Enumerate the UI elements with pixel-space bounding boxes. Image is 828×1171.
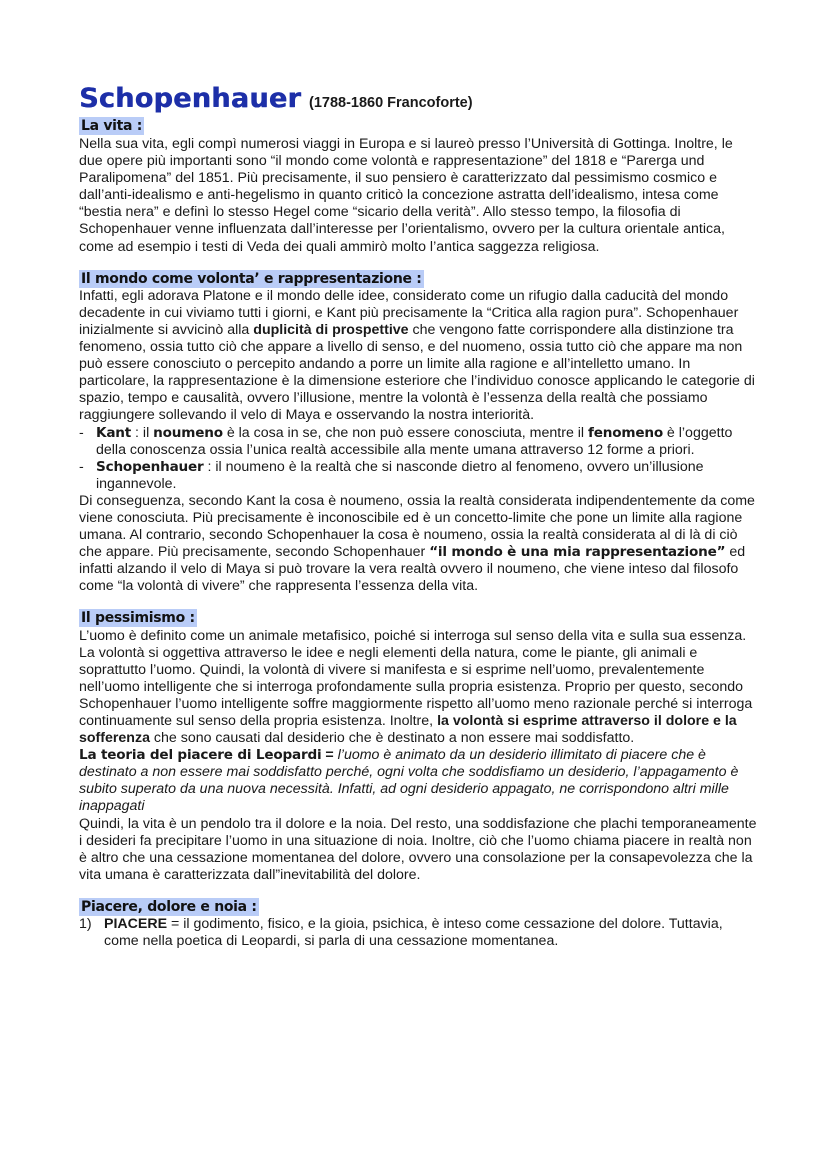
list-item-piacere: 1) PIACERE = il godimento, fisico, e la gioia, psichica, è inteso come cessazione del dolore. Tuttavia, come nella poetica di Leopardi, si parla di una cessazione momentanea. <box>79 916 723 950</box>
mondo-paragraph-2: Di conseguenza, secondo Kant la cosa è noumeno, ossia la realtà considerata indipendentemente da come viene conosciuta. Più precisamente è inconoscibile ed è un concetto-limite che pone un limite alla ragione umana. Al contrario, secondo Schopenhauer la cosa è noumeno, ossia la realtà considerata al di là di ciò che appare. Più precisamente, secondo Schopenhauer “il mondo è una mia rappresentazione” ed infatti alzando il velo di Maya si può trovare la vera realtà ovvero il noumeno, che viene inteso dal filosofo come “la volontà di vivere” che rappresenta l’essenza della vita. <box>79 492 755 595</box>
mondo-paragraph-1: Infatti, egli adorava Platone e il mondo delle idee, considerato come un rifugio dalla caducità del mondo decadente in cui viviamo tutti i giorni, e Kant più precisamente la “Critica alla ragion pura”. Schopenhauer inizialmente si avvicinò alla duplicità di prospettive che vengono fatte corrispondere alla distinzione tra fenomeno, ossia tutto ciò che appare a livello di senso, e del nuomeno, ossia tutto ciò che appare ma non può essere conosciuto o percepito andando a porre un limite alla ragione e all’intelletto umano. In particolare, la rappresentazione è la dimensione esteriore che l’individuo conosce applicando le categorie di spazio, tempo e causalità, ovvero l’illusione, mentre la volontà è l’essenza della realtà che possiamo raggiungere sollevando il velo di Maya e osservando la nostra interiorità. <box>79 287 755 424</box>
schopenhauer-label: Schopenhauer <box>96 458 204 475</box>
leopardi-quote: l’uomo è animato da un desiderio illimitato di piacere che è destinato a non essere mai soddisfatto perché, ogni volta che soddisfiamo un desiderio, l’appagamento è subito superato da una nuova necessità. Infatti, ad ogni desiderio appagato, ne corrispondono altri mille inappagati <box>79 747 739 815</box>
bold-phrase: la volontà si esprime attraverso il dolore e la sofferenza <box>79 713 737 747</box>
list-item-schopenhauer: - Schopenhauer : il noumeno è la realtà che si nasconde dietro al fenomeno, ovvero un’illusione ingannevole. <box>79 458 704 492</box>
vita-paragraph: Nella sua vita, egli compì numerosi viaggi in Europa e si laureò presso l’Università di Gottinga. Inoltre, le due opere più importanti sono “il mondo come volontà e rappresentazione” del 1818 e “Parerga und Paralipomena” del 1851. Più precisamente, il suo pensiero è caratterizzato dal pessimismo cosmico e dall’anti-idealismo e anti-hegelismo in quanto criticò la concezione astratta dell’idealismo, intesa come “bestia nera” e definì lo stesso Hegel come “sicario della verità”. Allo stesso tempo, la filosofia di Schopenhauer venne influenzata dall’interesse per l’orientalismo, ovvero per la cultura orientale antica, come ad esempio i testi di Veda dei quali ammirò molto l’antica saggezza religiosa. <box>79 136 733 255</box>
kant-label: Kant <box>96 424 132 441</box>
leopardi-label: La teoria del piacere di Leopardi <box>79 747 322 764</box>
page-title: Schopenhauer <box>79 83 301 114</box>
document-content <box>79 83 759 950</box>
quote-phrase: “il mondo è una mia rappresentazione” <box>429 544 726 561</box>
title-row <box>79 83 759 115</box>
list-item-kant: - Kant : il noumeno è la cosa in se, che non può essere conosciuta, mentre il fenomeno è l’oggetto della conoscenza ossia l’unica realtà accessibile alla mente umana attraverso 12 forme a priori. <box>79 424 733 458</box>
bold-phrase: duplicità di prospettive <box>253 321 409 338</box>
list-marker: - <box>79 424 84 441</box>
leopardi-paragraph: La teoria del piacere di Leopardi = l’uomo è animato da un desiderio illimitato di piacere che è destinato a non essere mai soddisfatto perché, ogni volta che soddisfiamo un desiderio, l’appagamento è subito superato da una nuova necessità. Infatti, ad ogni desiderio appagato, ne corrispondono altri mille inappagati <box>79 747 739 815</box>
section-heading-piacere: Piacere, dolore e noia : <box>81 898 257 915</box>
page-subtitle: (1788-1860 Francoforte) <box>308 95 473 111</box>
fenomeno-label: fenomeno <box>588 424 663 441</box>
section-heading-vita: La vita : <box>81 118 143 134</box>
noumeno-label: noumeno <box>153 424 223 441</box>
section-heading-mondo: Il mondo come volonta’ e rappresentazione : <box>81 270 422 287</box>
piacere-label: PIACERE <box>104 916 168 933</box>
list-marker: - <box>79 458 84 475</box>
list-marker: 1) <box>79 916 92 933</box>
section-heading-pessimismo: Il pessimismo : <box>81 610 195 627</box>
pessimismo-paragraph-2: Quindi, la vita è un pendolo tra il dolore e la noia. Del resto, una soddisfazione che plachi temporaneamente i desideri fa precipitare l’uomo in una situazione di noia. Inoltre, ciò che l’uomo chiama piacere in realtà non è altro che una cessazione momentanea del dolore, ovvero una consolazione per la consapevolezza che la vita umana è caratterizzata dall”inevitabilità del dolore. <box>79 815 757 883</box>
pessimismo-paragraph-1: L’uomo è definito come un animale metafisico, poiché si interroga sul senso della vita e sulla sua essenza. La volontà si oggettiva attraverso le idee e negli elementi della natura, come le piante, gli animali e soprattutto l’uomo. Quindi, la volontà di vivere si manifesta e si esprime nell’uomo, prevalentemente nell’uomo intelligente che si interroga profondamente sulla propria esistenza. Proprio per questo, secondo Schopenhauer l’uomo intelligente soffre maggiormente rispetto all’uomo meno razionale perché si interroga continuamente sul senso della propria esistenza. Inoltre, la volontà si esprime attraverso il dolore e la sofferenza che sono causati dal desiderio che è destinato a non essere mai soddisfatto. <box>79 627 753 747</box>
